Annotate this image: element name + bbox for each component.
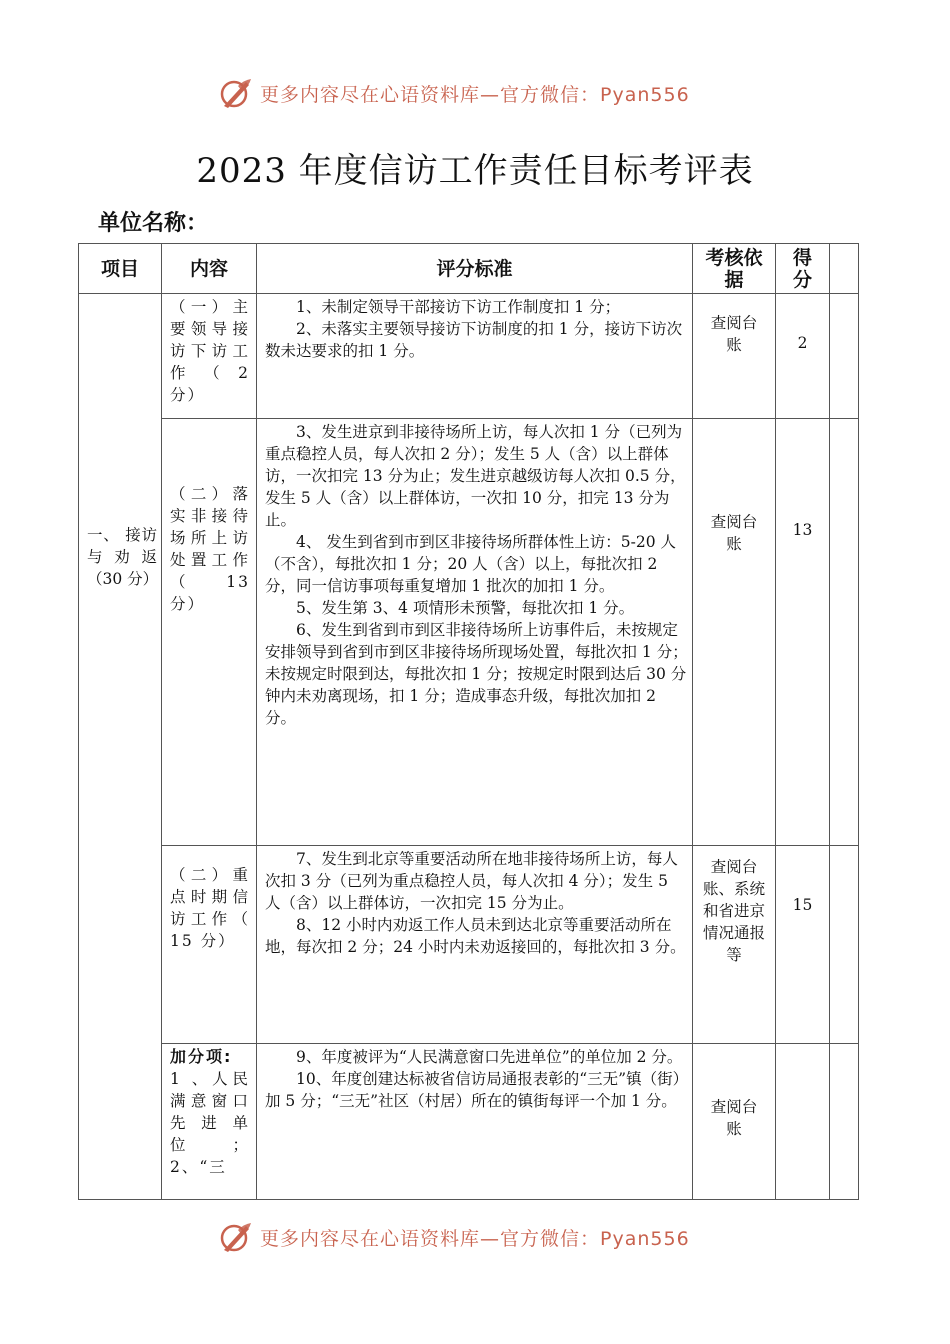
criteria-item: 3、发生进京到非接待场所上访，每人次扣 1 分（已列为重点稳控人员，每人次扣 2 分）；发生 5 人（含）以上群体访，一次扣完 13 分为止；发生进京越级访每人次扣 0.5 分，发生 5 人（含）以上群体访，一次扣 10 分，扣完 13 分为止。 xyxy=(265,423,686,529)
criteria-cell xyxy=(257,294,693,419)
bonus-heading: 加分项: xyxy=(170,1047,233,1066)
header-content: 内容 xyxy=(162,244,257,294)
header-criteria: 评分标准 xyxy=(257,244,693,294)
content-cell: （二）落实非接待场所上访处置工作（ 13 分） xyxy=(162,419,257,846)
score-cell: 2 xyxy=(776,294,830,419)
basis-cell: 查阅台账 xyxy=(693,294,776,419)
watermark-banner-bottom xyxy=(0,1216,950,1256)
pen-logo-icon xyxy=(218,76,254,110)
score-cell: 15 xyxy=(776,846,830,1044)
basis-cell: 查阅台账 xyxy=(693,419,776,846)
table-row xyxy=(79,294,859,419)
basis-cell: 查阅台账、系统和省进京情况通报等 xyxy=(693,846,776,1044)
criteria-cell xyxy=(257,846,693,1044)
watermark-text: 更多内容尽在心语资料库—官方微信：Pyan556 xyxy=(260,1227,690,1250)
criteria-item: 6、发生到省到市到区非接待场所上访事件后，未按规定安排领导到省到市到区非接待场所现场处置，每批次扣 1 分；未按规定时限到达，每批次扣 1 分；按规定时限到达后 30 分钟内未劝离现场，扣 1 分；造成事态升级，每批次加扣 2 分。 xyxy=(265,621,688,727)
unit-name-label: 单位名称： xyxy=(98,211,209,236)
table-row xyxy=(79,419,859,846)
blank-cell xyxy=(830,846,859,1044)
score-cell: 13 xyxy=(776,419,830,846)
criteria-item: 1、未制定领导干部接访下访工作制度扣 1 分； xyxy=(296,298,621,316)
criteria-cell xyxy=(257,1044,693,1200)
header-item: 项目 xyxy=(79,244,162,294)
evaluation-table xyxy=(78,243,859,1200)
basis-cell: 查阅台账 xyxy=(693,1044,776,1200)
watermark-text: 更多内容尽在心语资料库—官方微信：Pyan556 xyxy=(260,83,690,106)
score-cell xyxy=(776,1044,830,1200)
table-row xyxy=(79,846,859,1044)
criteria-item: 8、12 小时内劝返工作人员未到达北京等重要活动所在地，每次扣 2 分；24 小时内未劝返接回的，每批次扣 3 分。 xyxy=(265,916,686,956)
watermark-banner-top xyxy=(0,72,950,112)
header-basis: 考核依据 xyxy=(693,244,776,294)
content-cell: （一）主要领导接访下访工作（2 分） xyxy=(162,294,257,419)
criteria-item: 10、年度创建达标被省信访局通报表彰的“三无”镇（街）加 5 分；“三无”社区（村居）所在的镇街每评一个加 1 分。 xyxy=(265,1070,681,1110)
pen-logo-icon xyxy=(218,1220,254,1254)
criteria-item: 5、发生第 3、4 项情形未预警，每批次扣 1 分。 xyxy=(296,599,635,617)
criteria-item: 9、年度被评为“人民满意窗口先进单位”的单位加 2 分。 xyxy=(296,1048,683,1066)
criteria-item: 2、未落实主要领导接访下访制度的扣 1 分，接访下访次数未达要求的扣 1 分。 xyxy=(265,320,683,360)
criteria-cell xyxy=(257,419,693,846)
criteria-item: 4、 发生到省到市到区非接待场所群体性上访：5-20 人（不含），每批次扣 1 分；20 人（含）以上，每批次扣 2 分，同一信访事项每重复增加 1 批次的加扣 1 分。 xyxy=(265,533,677,595)
blank-cell xyxy=(830,419,859,846)
blank-cell xyxy=(830,1044,859,1200)
blank-cell xyxy=(830,294,859,419)
bonus-content: 1 、人民满意窗口先进单位；2、“三 xyxy=(170,1070,250,1176)
header-score: 得分 xyxy=(776,244,830,294)
content-cell: （二）重点时期信访工作（ 15 分） xyxy=(162,846,257,1044)
document-title: 2023 年度信访工作责任目标考评表 xyxy=(196,151,754,191)
criteria-item: 7、发生到北京等重要活动所在地非接待场所上访，每人次扣 3 分（已列为重点稳控人员，每人次扣 4 分）；发生 5 人（含）以上群体访，一次扣完 15 分为止。 xyxy=(265,850,678,912)
table-header-row xyxy=(79,244,859,294)
content-cell xyxy=(162,1044,257,1200)
table-row xyxy=(79,1044,859,1200)
category-cell: 一、 接访与劝返 （30 分） xyxy=(79,294,162,1200)
header-blank xyxy=(830,244,859,294)
